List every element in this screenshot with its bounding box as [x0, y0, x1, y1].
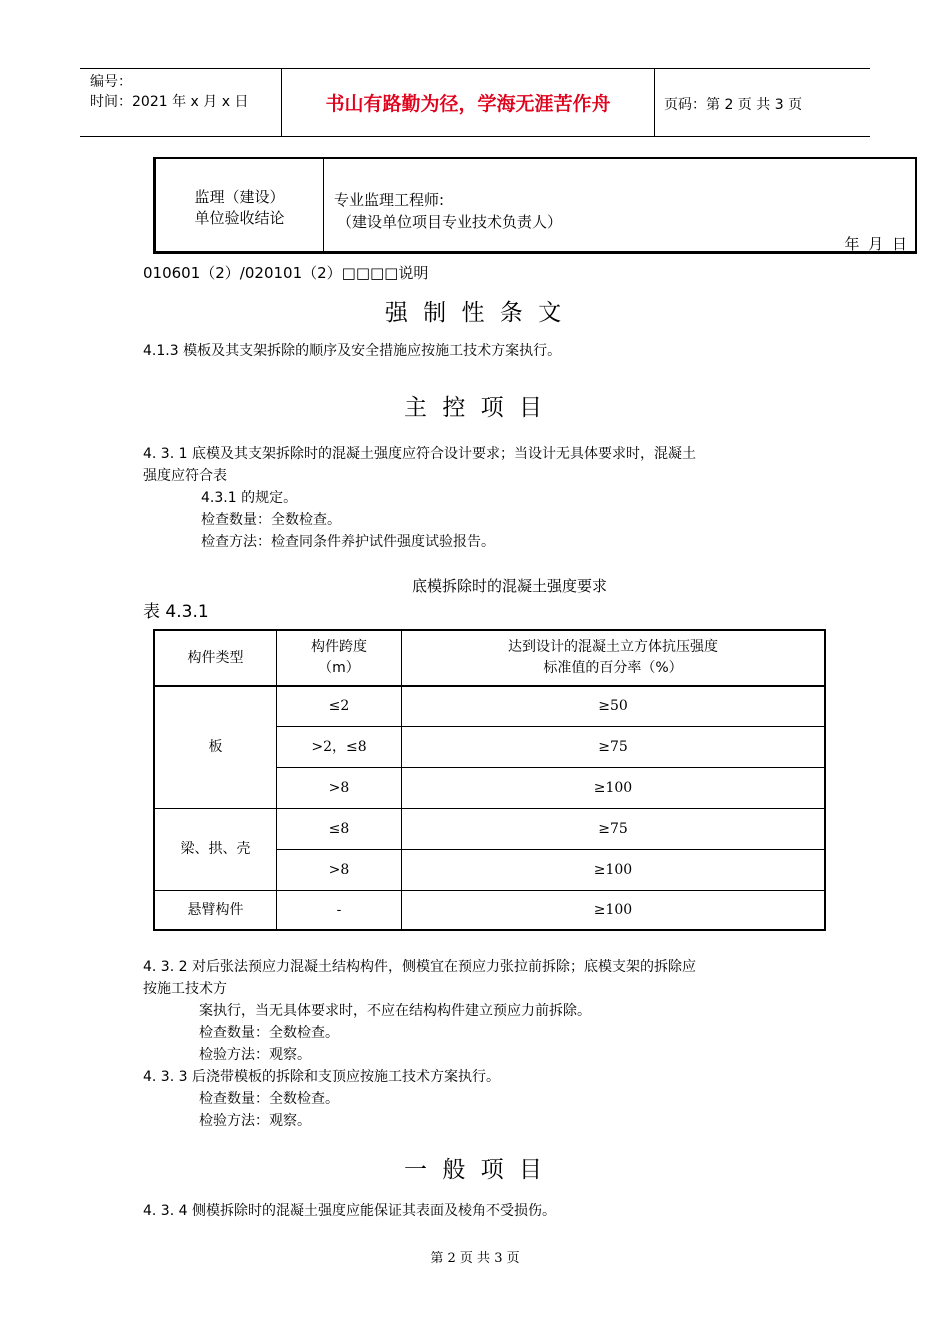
- table-cell-pct: ≥100: [593, 779, 633, 796]
- acceptance-box: [153, 157, 917, 254]
- col-header-type: 构件类型: [187, 649, 244, 666]
- clause-4-3-2-line3: 案执行，当无具体要求时，不应在结构构件建立预应力前拆除。: [199, 1003, 591, 1019]
- table-cell-span: ≤8: [328, 820, 350, 837]
- header-left: [90, 72, 248, 112]
- clause-4-3-2-line1: 4. 3. 2 对后张法预应力混凝土结构构件，侧模宜在预应力张拉前拆除；底模支架的拆除应: [143, 959, 696, 975]
- clause-4-3-2-quantity: 检查数量：全数检查。: [199, 1025, 339, 1041]
- table-caption: 底模拆除时的混凝土强度要求: [412, 577, 608, 595]
- clause-4-3-1-line3: 4.3.1 的规定。: [201, 490, 298, 506]
- col-header-strength-line1: 达到设计的混凝土立方体抗压强度: [508, 639, 718, 655]
- table-cell-span: ≤2: [328, 698, 350, 714]
- table-cell-pct: ≥100: [593, 901, 633, 918]
- table-cell-pct: ≥50: [598, 698, 628, 714]
- mandatory-heading: 强 制 性 条 文: [384, 300, 566, 326]
- group-cantilever: 悬臂构件: [187, 901, 244, 918]
- col-header-span: [277, 631, 401, 685]
- table-number: 表 4.3.1: [143, 602, 209, 622]
- header-page-label: 页码：第 2 页 共 3 页: [664, 97, 803, 113]
- table-cell-pct: ≥75: [598, 738, 628, 755]
- strength-table: [153, 629, 826, 931]
- group-board: 板: [208, 739, 223, 755]
- table-cell-span: >2，≤8: [311, 738, 367, 755]
- header-bottom-rule: [80, 136, 870, 137]
- page-footer: 第 2 页 共 3 页: [430, 1251, 520, 1266]
- clause-4-3-3-method: 检验方法：观察。: [199, 1113, 311, 1129]
- time-label: 时间：2021 年 x 月 x 日: [90, 94, 249, 110]
- code-label: 编号：: [90, 74, 132, 90]
- acceptance-label-line1: 监理（建设）: [194, 188, 285, 206]
- col-header-strength: [402, 631, 824, 685]
- group-beam: 梁、拱、壳: [180, 841, 251, 857]
- table-cell-pct: ≥75: [598, 820, 628, 837]
- clause-4-3-2-line2: 按施工技术方: [143, 981, 227, 997]
- clause-4-3-1-line1: 4. 3. 1 底模及其支架拆除时的混凝土强度应符合设计要求；当设计无具体要求时，混凝土: [143, 446, 696, 462]
- clause-4-1-3: 4.1.3 模板及其支架拆除的顺序及安全措施应按施工技术方案执行。: [143, 343, 562, 359]
- table-cell-span: >8: [328, 861, 350, 878]
- table-cell-span: -: [336, 901, 342, 918]
- clause-4-3-4: 4. 3. 4 侧模拆除时的混凝土强度应能保证其表面及棱角不受损伤。: [143, 1203, 556, 1219]
- owner-rep-label: （建设单位项目专业技术负责人）: [337, 213, 563, 231]
- clause-4-3-1-method: 检查方法：检查同条件养护试件强度试验报告。: [201, 534, 495, 550]
- clause-4-3-1-quantity: 检查数量：全数检查。: [201, 512, 341, 528]
- engineer-label: 专业监理工程师:: [334, 191, 445, 209]
- acceptance-label: [156, 187, 323, 229]
- col-header-span-line1: 构件跨度: [311, 639, 367, 655]
- col-header-span-line2: （m）: [318, 660, 360, 676]
- acceptance-divider: [323, 159, 324, 251]
- doc-title: 010601（2）/020101（2）□□□□说明: [143, 264, 429, 282]
- acceptance-date: 年 月 日: [844, 235, 909, 253]
- acceptance-label-line2: 单位验收结论: [194, 209, 285, 227]
- clause-4-3-1-line2: 强度应符合表: [143, 468, 227, 484]
- clause-4-3-3-line1: 4. 3. 3 后浇带模板的拆除和支顶应按施工技术方案执行。: [143, 1069, 500, 1085]
- clause-4-3-2-method: 检验方法：观察。: [199, 1047, 311, 1063]
- main-control-heading: 主 控 项 目: [404, 395, 546, 421]
- col-header-strength-line2: 标准值的百分率（%）: [543, 660, 683, 676]
- general-heading: 一 般 项 目: [404, 1157, 546, 1183]
- table-cell-span: >8: [328, 779, 350, 796]
- clause-4-3-3-quantity: 检查数量：全数检查。: [199, 1091, 339, 1107]
- header-divider: [654, 68, 655, 136]
- header-motto: 书山有路勤为径，学海无涯苦作舟: [325, 92, 611, 115]
- table-cell-pct: ≥100: [593, 861, 633, 878]
